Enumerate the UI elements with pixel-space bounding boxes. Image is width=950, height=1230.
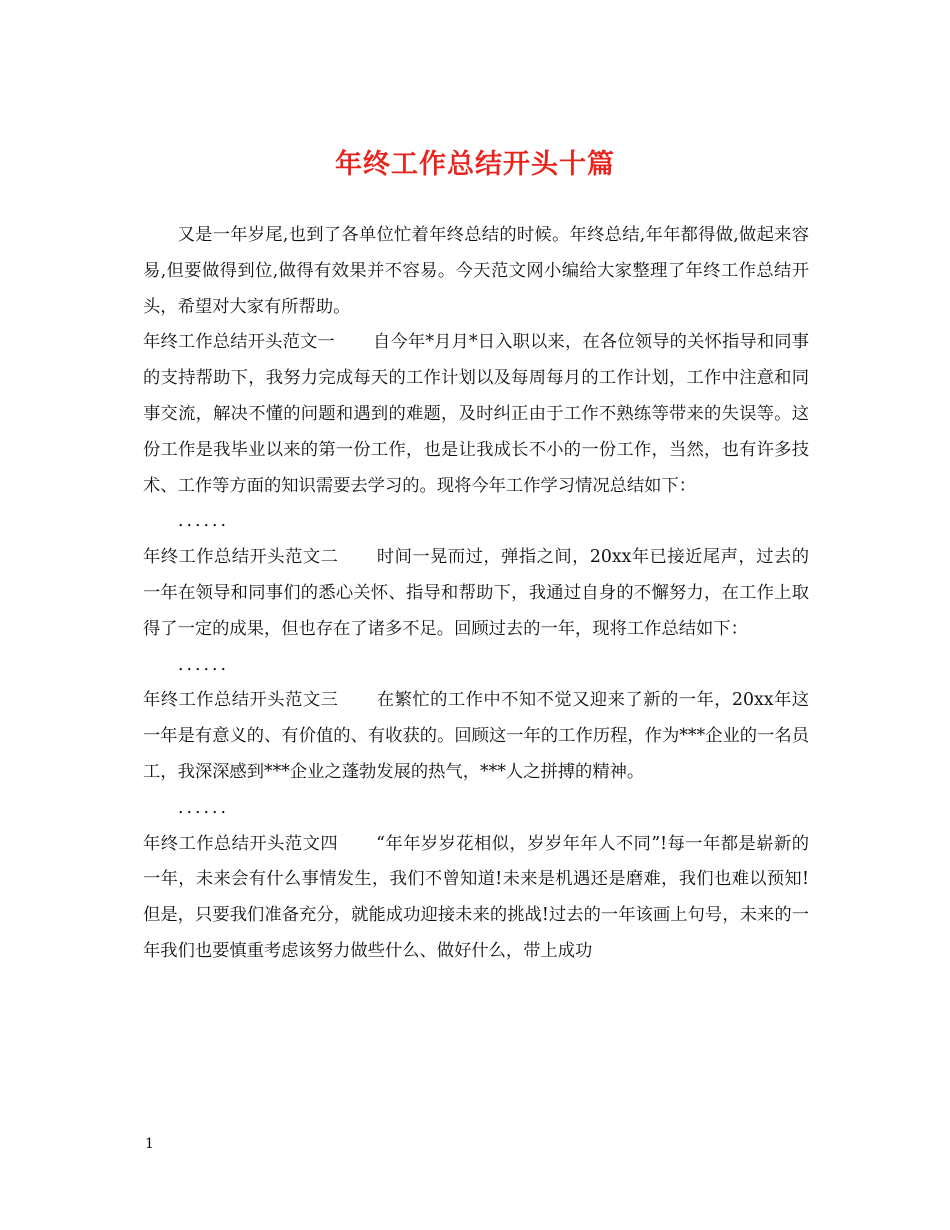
section-2-heading: 年终工作总结开头范文二 [143, 547, 339, 568]
intro-paragraph: 又是一年岁尾,也到了各单位忙着年终总结的时候。年终总结,年年都得做,做起来容易,但要做得到位,做得有效果并不容易。今天范文网小编给大家整理了年终工作总结开头，希望对大家有所帮助。 [143, 225, 809, 317]
section-2-text: 时间一晃而过，弹指之间，20xx年已接近尾声，过去的一年在领导和同事们的悉心关怀、指导和帮助下，我通过自身的不懈努力，在工作上取得了一定的成果，但也存在了诸多不足。回顾过去的一年，现将工作总结如下： [143, 547, 809, 639]
section-3-text: 在繁忙的工作中不知不觉又迎来了新的一年，20xx年这一年是有意义的、有价值的、有收获的。回顾这一年的工作历程，作为***企业的一名员工，我深深感到***企业之蓬勃发展的热气，***人之拼搏的精神。 [143, 690, 809, 782]
document-body [143, 218, 809, 970]
section-3-heading: 年终工作总结开头范文三 [143, 690, 339, 711]
section-2-ellipsis: ...... [178, 654, 229, 675]
page-title: 年终工作总结开头十篇 [335, 149, 615, 180]
section-4-heading: 年终工作总结开头范文四 [143, 833, 339, 854]
section-3-ellipsis: ...... [178, 797, 229, 818]
section-1-heading: 年终工作总结开头范文一 [143, 332, 335, 353]
page-number: 1 [145, 1136, 154, 1152]
section-3 [143, 683, 809, 790]
section-1-text: 自今年*月月*日入职以来，在各位领导的关怀指导和同事的支持帮助下，我努力完成每天的工作计划以及每周每月的工作计划，工作中注意和同事交流，解决不懂的问题和遇到的难题，及时纠正由于工作不熟练等带来的失误等。这份工作是我毕业以来的第一份工作，也是让我成长不小的一份工作，当然，也有许多技术、工作等方面的知识需要去学习的。现将今年工作学习情况总结如下： [143, 332, 809, 496]
section-1 [143, 325, 809, 504]
section-2 [143, 540, 809, 647]
section-4 [143, 827, 809, 970]
section-1-ellipsis: ...... [178, 511, 229, 532]
section-4-text: “年年岁岁花相似，岁岁年年人不同”!每一年都是崭新的一年，未来会有什么事情发生，我们不曾知道!未来是机遇还是磨难，我们也难以预知!但是，只要我们准备充分，就能成功迎接未来的挑战!过去的一年该画上句号，未来的一年我们也要慎重考虑该努力做些什么、做好什么，带上成功 [143, 833, 809, 961]
